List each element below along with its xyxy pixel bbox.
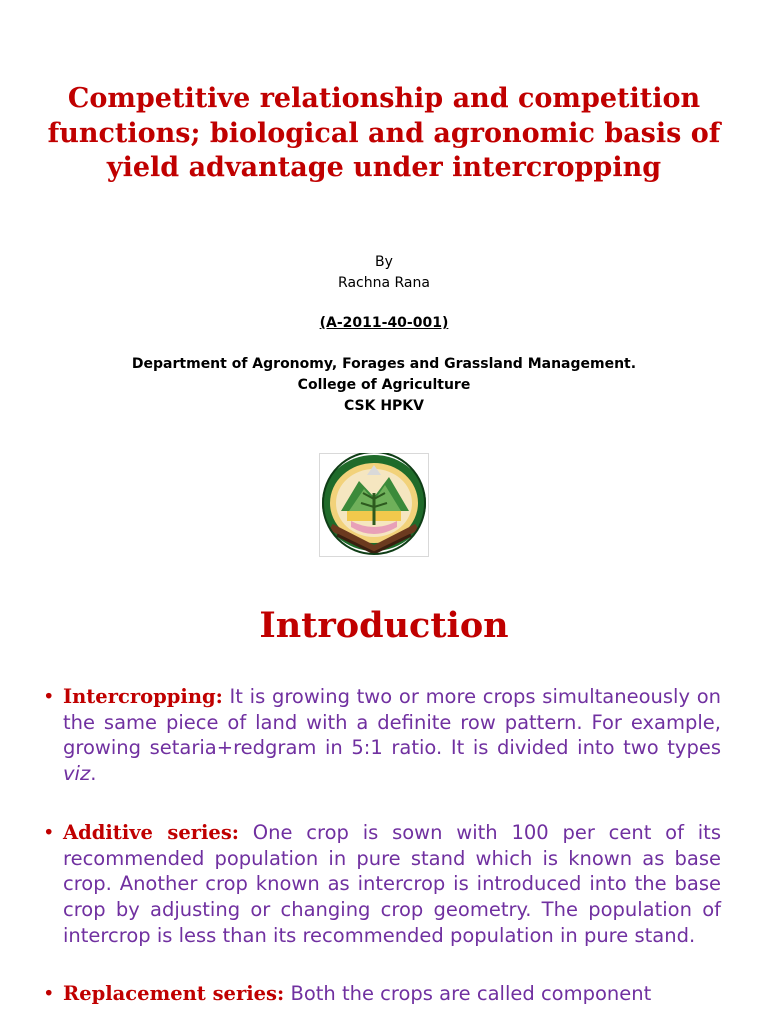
university-logo	[319, 453, 429, 557]
term-description: One crop is sown with 100 per cent of its recommended population in pure stand which is known as base crop. Another crop known as intercrop is introduced into the base crop by adjusting or changing crop geometry. The population of intercrop is less than its recommended population in pure stand.	[63, 820, 721, 947]
author-block	[0, 252, 768, 294]
list-item	[43, 981, 721, 1007]
affiliation-block	[0, 354, 768, 417]
bullet-icon: •	[43, 685, 55, 708]
term-label: Intercropping:	[63, 685, 223, 708]
roll-number-block	[0, 313, 768, 334]
by-label: By	[375, 254, 393, 270]
bullet-icon: •	[43, 982, 55, 1006]
roll-number: (A-2011-40-001)	[319, 315, 449, 331]
university-name: CSK HPKV	[343, 398, 424, 414]
term-description-tail: .	[90, 762, 97, 786]
term-label: Additive series:	[63, 820, 239, 844]
list-item	[43, 820, 721, 949]
author-name: Rachna Rana	[338, 275, 430, 291]
bullet-list	[0, 684, 768, 1007]
college-name: College of Agriculture	[297, 377, 471, 393]
list-item	[43, 684, 721, 787]
department-name: Department of Agronomy, Forages and Grassland Management.	[131, 356, 637, 372]
term-description: It is growing two or more crops simultaneously on the same piece of land with a definite row pattern. For example, growing setaria+redgram in 5:1 ratio. It is divided into two types	[63, 685, 721, 760]
term-description: Both the crops are called component	[290, 982, 652, 1006]
term-description-italic: viz	[63, 762, 91, 786]
section-heading: Introduction	[259, 605, 509, 646]
term-label: Replacement series:	[63, 982, 285, 1006]
slide-title: Competitive relationship and competition functions; biological and agronomic basis of yield advantage under intercropping	[47, 83, 721, 183]
university-emblem-icon	[319, 453, 429, 557]
bullet-icon: •	[43, 820, 55, 844]
